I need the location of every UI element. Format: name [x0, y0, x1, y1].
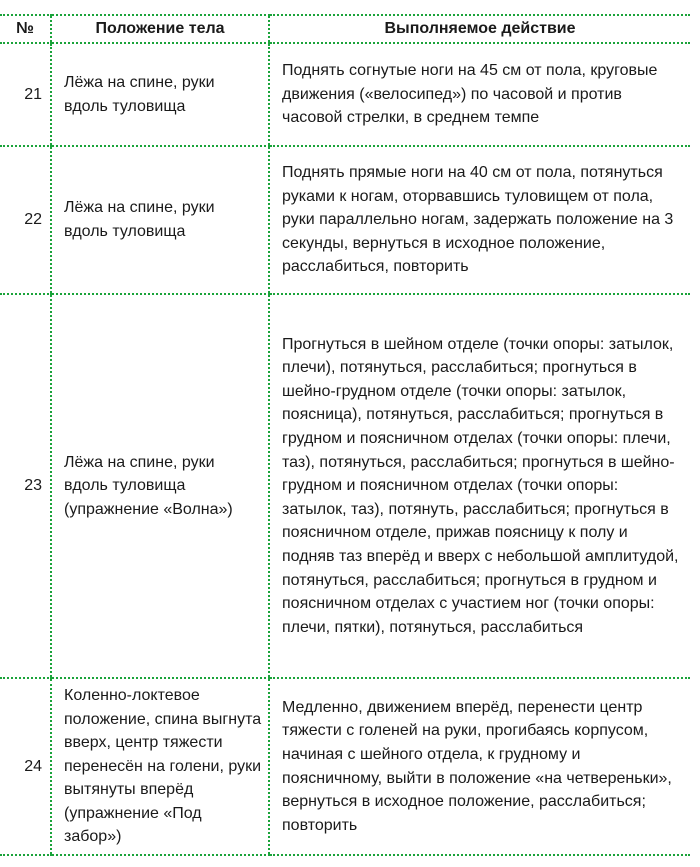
header-row [0, 15, 690, 43]
header-number: № [0, 15, 51, 43]
table-row [0, 678, 690, 855]
row-number: 23 [0, 294, 51, 678]
row-action: Поднять согнутые ноги на 45 см от пола, круговые движения («велосипед») по часовой и против часовой стрелки, в среднем темпе [269, 43, 690, 146]
exercise-table [0, 14, 690, 856]
row-position: Лёжа на спине, руки вдоль туловища [51, 146, 269, 294]
row-position: Лёжа на спине, руки вдоль туловища [51, 43, 269, 146]
header-position: Положение тела [51, 15, 269, 43]
row-action: Поднять прямые ноги на 40 см от пола, потянуться руками к ногам, оторвавшись туловищем от пола, руки параллельно ногам, задержать положение на 3 секунды, вернуться в исходное положение, расслабиться, повторить [269, 146, 690, 294]
table-row [0, 43, 690, 146]
table-header [0, 15, 690, 43]
header-action: Выполняемое действие [269, 15, 690, 43]
row-number: 22 [0, 146, 51, 294]
table-row [0, 146, 690, 294]
row-position: Коленно-локтевое положение, спина выгнута вверх, центр тяжести перенесён на голени, руки вытянуты вперёд (упражнение «Под забор») [51, 678, 269, 855]
row-action: Прогнуться в шейном отделе (точки опоры: затылок, плечи), потянуться, расслабиться; прогнуться в шейно-грудном отделе (точки опоры: затылок, поясница), потянуться, расслабиться; прогнуться в грудном и поясничном отделах (точки опоры: плечи, таз), потянуться, расслабиться; прогнуться в шейно-грудном и поясничном отделах (точки опоры: затылок, таз), потянуть, расслабиться; прогнуться в поясничном отделе, прижав поясницу к полу и подняв таз вперёд и вверх с небольшой амплитудой, потянуться, расслабиться; прогнуться в грудном и поясничном отделах с участием ног (точки опоры: плечи, пятки), потянуться, расслабиться [269, 294, 690, 678]
row-position: Лёжа на спине, руки вдоль туловища (упражнение «Волна») [51, 294, 269, 678]
table-row [0, 294, 690, 678]
table-body [0, 43, 690, 855]
row-number: 21 [0, 43, 51, 146]
row-number: 24 [0, 678, 51, 855]
row-action: Медленно, движением вперёд, перенести центр тяжести с голеней на руки, прогибаясь корпусом, начиная с шейного отдела, к грудному и поясничному, выйти в положение «на четвереньки», вернуться в исходное положение, расслабиться; повторить [269, 678, 690, 855]
